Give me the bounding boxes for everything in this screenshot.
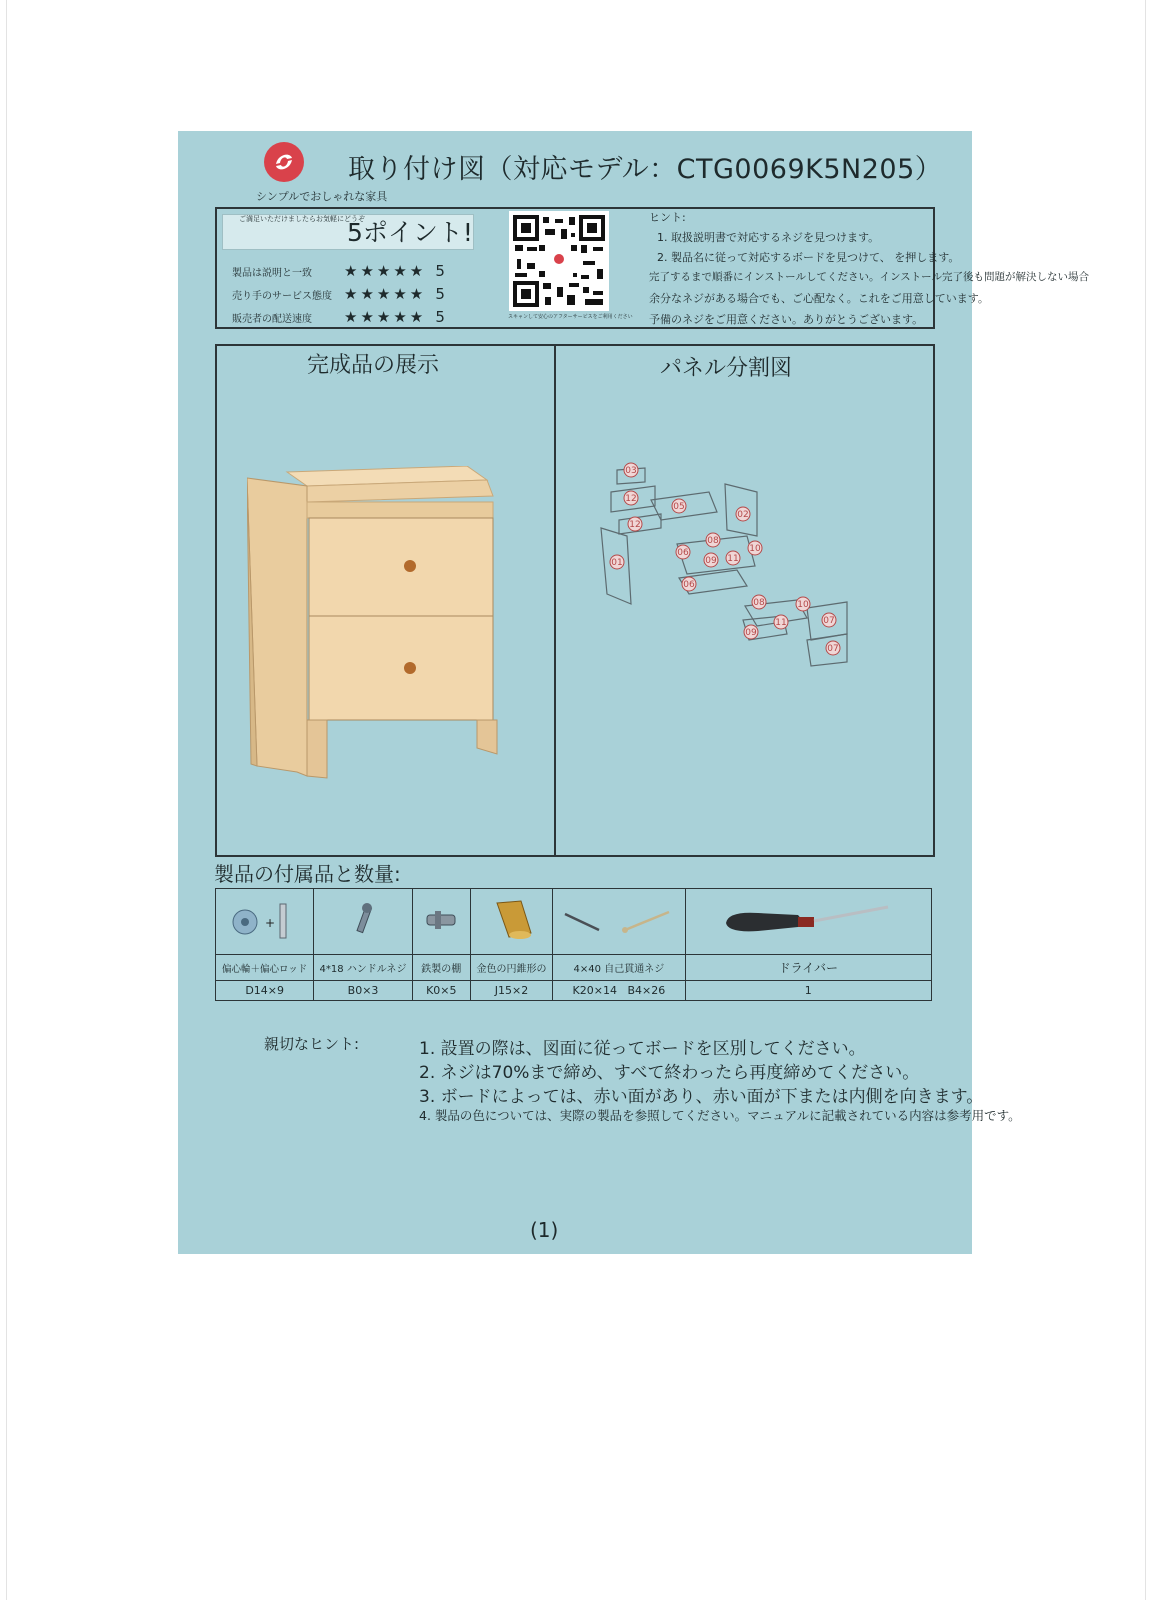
- kind-tip-line: 4. 製品の色については、実際の製品を参照してください。マニュアルに記載されている内容は参考用です。: [419, 1108, 1021, 1123]
- rating-label: 売り手のサービス態度: [232, 291, 332, 302]
- hint-line: 余分なネジがある場合でも、ご心配なく。これをご用意しています。: [649, 292, 989, 305]
- panels-box: [215, 344, 935, 857]
- panel-diagram-title: パネル分割図: [660, 356, 793, 381]
- qr-code: [509, 211, 609, 311]
- rating-stars: ★★★★★: [344, 285, 427, 303]
- rating-label: 販売者の配送速度: [232, 314, 312, 325]
- qr-caption: スキャンして安心のアフターサービスをご利用ください: [508, 314, 633, 320]
- svg-text:07: 07: [827, 644, 839, 654]
- hints-heading: ヒント:: [649, 211, 686, 224]
- gold-cone-icon: [470, 889, 552, 955]
- kind-tips-heading: 親切なヒント:: [264, 1035, 360, 1053]
- item-name: 鉄製の棚: [412, 955, 470, 981]
- rating-row: [232, 307, 445, 326]
- accessories-table: [215, 888, 932, 1001]
- info-box: [215, 207, 1089, 329]
- item-qty: D14×9: [216, 981, 314, 1001]
- page-number: (1): [530, 1218, 559, 1242]
- brand-logo-icon: [264, 142, 304, 182]
- accessories-heading: 製品の付属品と数量:: [214, 862, 401, 886]
- exploded-panel-diagram: [597, 456, 877, 686]
- kind-tip-line: 1. 設置の際は、図面に従ってボードを区別してください。: [419, 1039, 866, 1059]
- svg-text:09: 09: [705, 556, 717, 566]
- hint-line: 完了するまで順番にインストールしてください。インストール完了後も問題が解決しない場合: [649, 271, 1089, 283]
- hint-line: 予備のネジをご用意ください。ありがとうございます。: [649, 313, 924, 326]
- qty-row: [216, 981, 932, 1001]
- item-name: 金色の円錐形の: [470, 955, 552, 981]
- item-name: 4*18 ハンドルネジ: [314, 955, 412, 981]
- item-name: 4×40 自己貫通ネジ: [553, 955, 685, 981]
- rating-row: [232, 261, 445, 280]
- panel-divider: [554, 346, 556, 855]
- svg-text:08: 08: [707, 536, 719, 546]
- svg-text:10: 10: [749, 544, 761, 554]
- finished-product-title: 完成品の展示: [307, 353, 440, 378]
- name-row: [216, 955, 932, 981]
- rating-label: 製品は説明と一致: [232, 268, 312, 279]
- rating-score: 5: [435, 308, 445, 326]
- screwdriver-icon: [685, 889, 931, 955]
- svg-text:11: 11: [727, 554, 739, 564]
- cam-lock-icon: [216, 889, 314, 955]
- item-name: 偏心輪＋偏心ロッド: [216, 955, 314, 981]
- rating-score: 5: [435, 285, 445, 303]
- svg-text:09: 09: [745, 628, 757, 638]
- kind-tip-line: 3. ボードによっては、赤い面があり、赤い面が下または内側を向きます。: [419, 1087, 984, 1107]
- svg-text:10: 10: [797, 600, 809, 610]
- svg-text:06: 06: [677, 548, 689, 558]
- item-qty: J15×2: [470, 981, 552, 1001]
- svg-text:07: 07: [823, 616, 835, 626]
- item-qty: K20×14: [572, 984, 617, 997]
- page-title: 取り付け図（対応モデル：CTG0069K5N205）: [348, 154, 943, 185]
- shelf-pin-icon: [412, 889, 470, 955]
- rating-score: 5: [435, 262, 445, 280]
- screws-icon: [553, 889, 685, 955]
- nightstand-illustration: [247, 466, 517, 786]
- rating-row: [232, 284, 445, 303]
- kind-tip-line: 2. ネジは70%まで締め、すべて終わったら再度締めてください。: [419, 1063, 920, 1083]
- svg-text:12: 12: [625, 494, 637, 504]
- item-qty: B0×3: [314, 981, 412, 1001]
- review-small-note: ご満足いただけましたらお気軽にどうぞ: [239, 215, 365, 223]
- brand-tagline: シンプルでおしゃれな家具: [256, 190, 388, 203]
- item-name: ドライバー: [685, 955, 931, 981]
- hint-line: 2. 製品名に従って対応するボードを見つけて、 を押します。: [657, 251, 960, 264]
- rating-stars: ★★★★★: [344, 262, 427, 280]
- svg-text:02: 02: [737, 510, 749, 520]
- item-qty-pair: [553, 981, 685, 1001]
- svg-text:03: 03: [625, 466, 637, 476]
- svg-text:06: 06: [683, 580, 695, 590]
- instruction-sheet: [178, 131, 1089, 1254]
- rating-stars: ★★★★★: [344, 308, 427, 326]
- item-qty: 1: [685, 981, 931, 1001]
- svg-text:11: 11: [775, 618, 787, 628]
- svg-text:01: 01: [611, 558, 623, 568]
- hint-line: 1. 取扱説明書で対応するネジを見つけます。: [657, 231, 880, 244]
- svg-text:08: 08: [753, 598, 765, 608]
- handle-screw-icon: [314, 889, 412, 955]
- item-qty: K0×5: [412, 981, 470, 1001]
- review-headline: 5ポイント!: [347, 218, 473, 247]
- svg-text:05: 05: [673, 502, 685, 512]
- svg-text:12: 12: [629, 520, 641, 530]
- svg-text:+: +: [264, 916, 275, 930]
- item-qty: B4×26: [627, 984, 666, 997]
- icon-row: [216, 889, 932, 955]
